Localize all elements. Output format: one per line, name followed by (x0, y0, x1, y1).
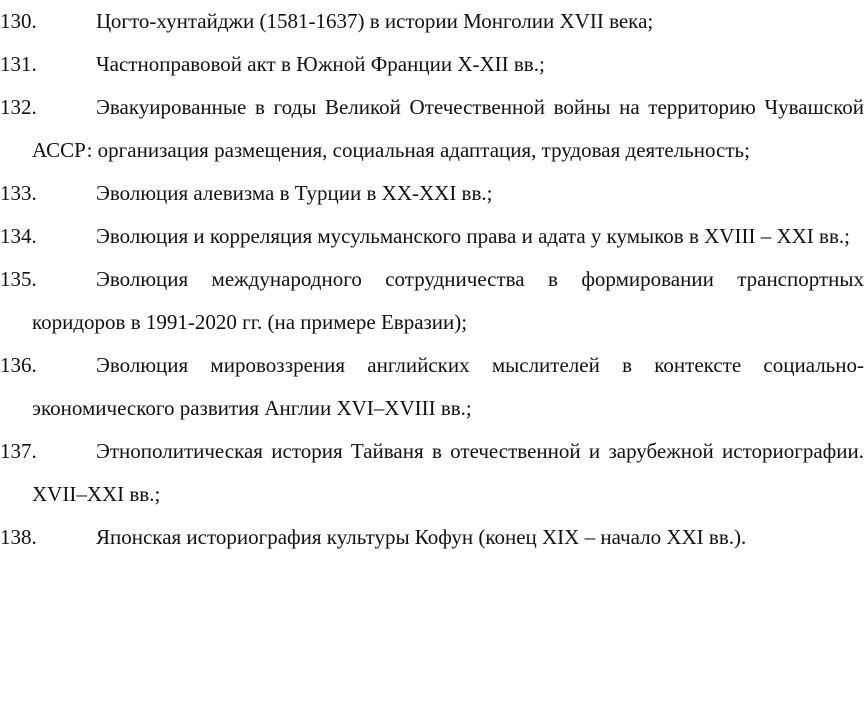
item-number: 133. (0, 181, 37, 205)
item-text: Частноправовой акт в Южной Франции X-XII вв.; (96, 52, 545, 76)
item-text: Японская историография культуры Кофун (конец XIX – начало XXI вв.). (96, 525, 747, 549)
item-text: Цогто-хунтайджи (1581-1637) в истории Монголии XVII века; (96, 9, 654, 33)
item-text: Эволюция мировоззрения английских мыслителей в контексте социально-экономического развития Англии XVI–XVIII вв.; (32, 353, 864, 420)
list-item (0, 258, 864, 344)
item-text: Эволюция и корреляция мусульманского права и адата у кумыков в XVIII – XXI вв.; (96, 224, 850, 248)
list-item (0, 215, 864, 258)
item-text: Эволюция международного сотрудничества в формировании транспортных коридоров в 1991-2020 гг. (на примере Евразии); (32, 267, 864, 334)
item-text: Эволюция алевизма в Турции в XX-XXI вв.; (96, 181, 493, 205)
item-number: 134. (0, 224, 37, 248)
item-text: Этнополитическая история Тайваня в отечественной и зарубежной историографии. XVII–XXI вв.; (32, 439, 864, 506)
item-number: 131. (0, 52, 37, 76)
item-number: 130. (0, 9, 37, 33)
item-text: Эвакуированные в годы Великой Отечественной войны на территорию Чувашской АССР: организация размещения, социальная адаптация, трудовая деятельность; (32, 95, 864, 162)
list-item (0, 516, 864, 559)
list-item (0, 0, 864, 43)
list-item (0, 86, 864, 172)
list-item (0, 172, 864, 215)
item-number: 132. (0, 95, 37, 119)
item-number: 135. (0, 267, 37, 291)
item-number: 136. (0, 353, 37, 377)
list-item (0, 43, 864, 86)
item-number: 138. (0, 525, 37, 549)
list-item (0, 344, 864, 430)
item-number: 137. (0, 439, 37, 463)
list-item (0, 430, 864, 516)
